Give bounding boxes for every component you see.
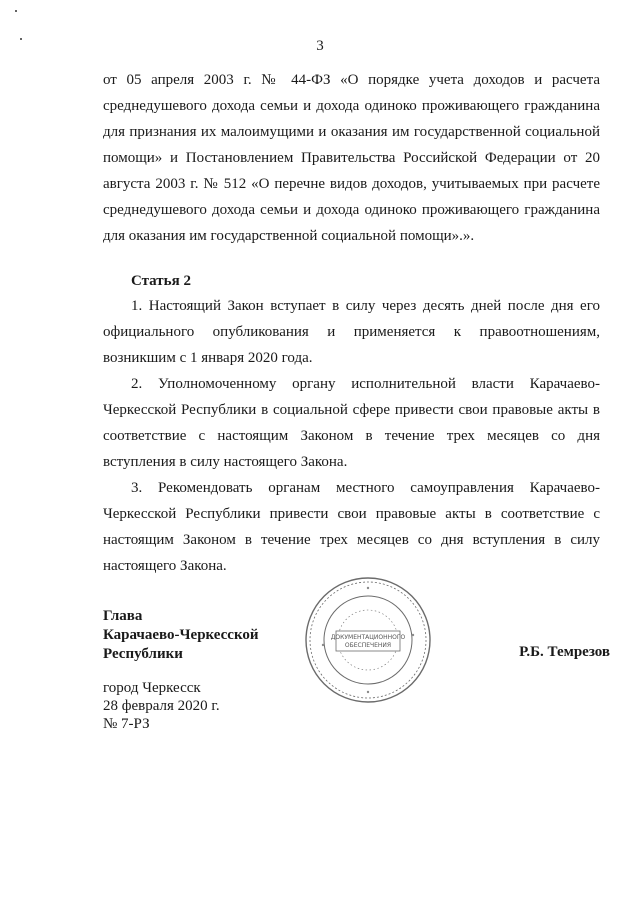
seal-inner-line-1: ДОКУМЕНТАЦИОННОГО (330, 634, 406, 641)
article-item-3: 3. Рекомендовать органам местного самоуправления Карачаево-Черкесской Республики привести свои правовые акты в соответствие с настоящим Законом в течение трех месяцев со дня вступления в силу настоящего Закона. (103, 480, 600, 574)
official-seal (303, 575, 433, 705)
signatory-title-line-2: Карачаево-Черкесской (103, 627, 259, 643)
signatory-name: Р.Б. Темрезов (519, 644, 610, 660)
page-number: 3 (316, 38, 324, 54)
seal-inner-line-2: ОБЕСПЕЧЕНИЯ (344, 642, 392, 649)
city: город Черкесск (103, 680, 201, 696)
signatory-title (103, 607, 259, 664)
article-heading: Статья 2 (131, 273, 191, 289)
article-item-1: 1. Настоящий Закон вступает в силу через десять дней после дня его официального опубликования и применяется к правоотношениям, возникшим с 1 января 2020 года. (103, 298, 600, 366)
signatory-title-line-3: Республики (103, 646, 183, 662)
place-date-block (103, 679, 220, 733)
signatory-title-line-1: Глава (103, 608, 143, 624)
date: 28 февраля 2020 г. (103, 698, 220, 714)
scan-speck (15, 10, 17, 12)
continuation-paragraph: от 05 апреля 2003 г. № 44-ФЗ «О порядке учета доходов и расчета среднедушевого дохода семьи и дохода одиноко проживающего гражданина для признания их малоимущими и оказания им государственной социальной помощи» и Постановлением Правительства Российской Федерации от 20 августа 2003 г. № 512 «О перечне видов доходов, учитываемых при расчете среднедушевого дохода семьи и дохода одиноко проживающего гражданина для оказания им государственной социальной помощи».». (103, 72, 600, 244)
law-number: № 7-РЗ (103, 716, 150, 732)
article-item-2: 2. Уполномоченному органу исполнительной власти Карачаево-Черкесской Республики в социальной сфере привести свои правовые акты в соответствие с настоящим Законом в течение трех месяцев со дня вступления в силу настоящего Закона. (103, 376, 600, 470)
